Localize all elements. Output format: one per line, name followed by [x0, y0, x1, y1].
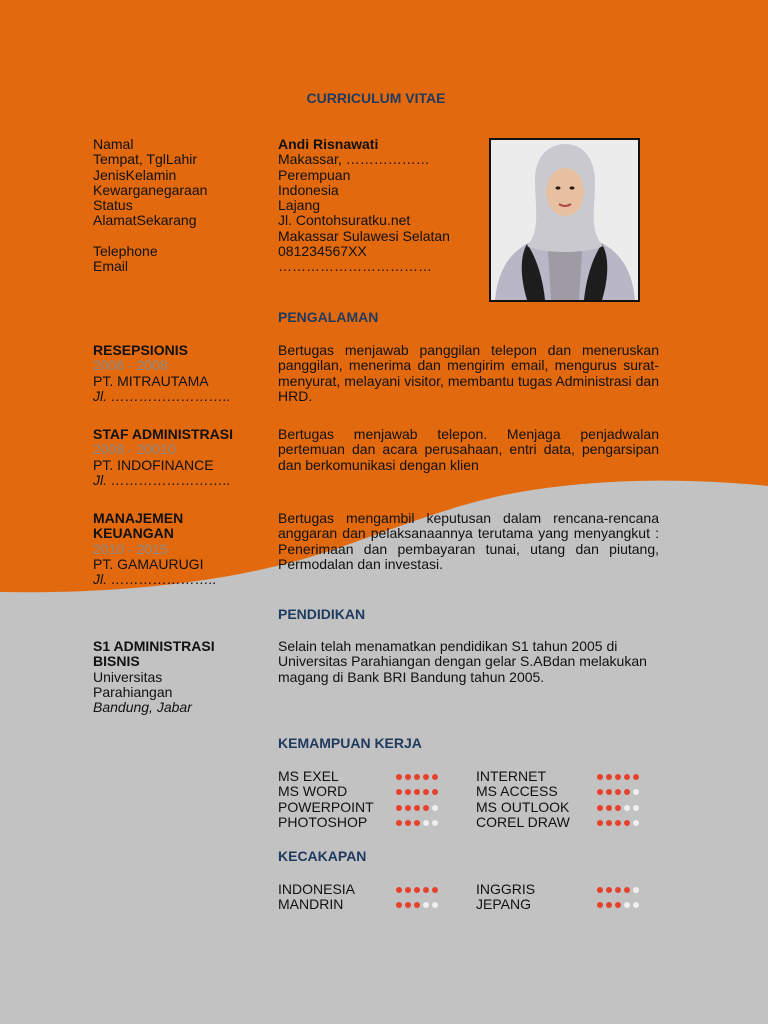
rating-dot: [615, 789, 621, 795]
section-education: PENDIDIKAN: [278, 606, 366, 622]
language-rating: [396, 902, 438, 908]
experience-3-address: Jl. …………………..: [93, 571, 217, 588]
experience-2-title: STAF ADMINISTRASI: [93, 426, 233, 442]
rating-dot: [606, 820, 612, 826]
rating-dot: [414, 774, 420, 780]
section-languages: KECAKAPAN: [278, 848, 367, 864]
rating-dot: [615, 820, 621, 826]
rating-dot: [633, 789, 639, 795]
rating-dot: [624, 887, 630, 893]
nationality-value: Indonesia: [278, 181, 339, 198]
label-gender: JenisKelamin: [93, 166, 177, 183]
experience-3-title-line2: KEUANGAN: [93, 525, 174, 542]
rating-dot: [624, 789, 630, 795]
label-status: Status: [93, 197, 133, 214]
portrait-illustration: [491, 140, 638, 300]
rating-dot: [633, 805, 639, 811]
section-skills: KEMAMPUAN KERJA: [278, 735, 422, 751]
rating-dot: [633, 887, 639, 893]
rating-dot: [405, 789, 411, 795]
education-school-line1: Universitas: [93, 668, 163, 685]
rating-dot: [423, 789, 429, 795]
experience-1: [93, 343, 263, 404]
skill-rating: [597, 789, 639, 795]
rating-dot: [432, 887, 438, 893]
rating-dot: [432, 805, 438, 811]
rating-dot: [396, 902, 402, 908]
skill-rating: [597, 805, 639, 811]
personal-labels: [93, 137, 207, 274]
rating-dot: [615, 805, 621, 811]
rating-dot: [606, 887, 612, 893]
label-email: Email: [93, 258, 129, 275]
rating-dot: [405, 805, 411, 811]
rating-dot: [423, 805, 429, 811]
rating-dot: [396, 774, 402, 780]
skill-rating: [396, 789, 438, 795]
email-value: ……………………………: [278, 258, 432, 275]
education-location: Bandung, Jabar: [93, 699, 192, 716]
education-degree-line1: S1 ADMINISTRASI: [93, 638, 215, 654]
rating-dot: [597, 887, 603, 893]
rating-dot: [624, 902, 630, 908]
address-line2: Makassar Sulawesi Selatan: [278, 227, 450, 244]
rating-dot: [432, 789, 438, 795]
rating-dot: [615, 887, 621, 893]
rating-dot: [405, 887, 411, 893]
experience-1-title: RESEPSIONIS: [93, 342, 188, 358]
skill-rating: [396, 820, 438, 826]
address-line1: Jl. Contohsuratku.net: [278, 212, 411, 229]
rating-dot: [396, 805, 402, 811]
experience-2-years: 2008 - 20010: [93, 441, 176, 458]
rating-dot: [414, 820, 420, 826]
rating-dot: [633, 774, 639, 780]
rating-dot: [423, 887, 429, 893]
experience-1-description: Bertugas menjawab panggilan telepon dan meneruskan panggilan, menerima dan mengirim email, mengurus surat-menyurat, melayani visitor, membantu tugas Administrasi dan HRD.: [278, 342, 659, 404]
rating-dot: [597, 789, 603, 795]
rating-dot: [432, 774, 438, 780]
rating-dot: [405, 820, 411, 826]
education-degree-line2: BISNIS: [93, 653, 140, 670]
rating-dot: [615, 774, 621, 780]
rating-dot: [624, 820, 630, 826]
education-school-line2: Parahiangan: [93, 683, 173, 700]
skill-rating: [396, 774, 438, 780]
experience-2: [93, 427, 263, 488]
rating-dot: [396, 789, 402, 795]
experience-3-description: Bertugas mengambil keputusan dalam rencana-rencana anggaran dan pelaksanaannya terutama yang menyangkut : Penerimaan dan pembayaran tunai, utang dan piutang, Permodalan dan investasi.: [278, 510, 659, 572]
document-title: CURRICULUM VITAE: [306, 90, 446, 106]
section-experience: PENGALAMAN: [278, 309, 379, 325]
language-name: JEPANG: [476, 896, 531, 913]
rating-dot: [414, 902, 420, 908]
rating-dot: [597, 902, 603, 908]
rating-dot: [606, 789, 612, 795]
rating-dot: [606, 805, 612, 811]
label-address: AlamatSekarang: [93, 212, 197, 229]
profile-photo: [489, 138, 640, 302]
education-description: Selain telah menamatkan pendidikan S1 tahun 2005 di Universitas Parahiangan dengan gelar S.ABdan melakukan magang di Bank BRI Bandung tahun 2005.: [278, 638, 647, 685]
experience-1-address: Jl. ……………………..: [93, 387, 231, 404]
rating-dot: [405, 902, 411, 908]
skill-name: MS ACCESS: [476, 783, 558, 800]
status-value: Lajang: [278, 197, 321, 214]
rating-dot: [597, 774, 603, 780]
skill-rating: [597, 820, 639, 826]
experience-2-address: Jl. ……………………..: [93, 471, 231, 488]
birth-value: Makassar, ………………: [278, 151, 430, 168]
language-rating: [597, 902, 639, 908]
rating-dot: [414, 887, 420, 893]
gender-value: Perempuan: [278, 166, 351, 183]
experience-3-title-line1: MANAJEMEN: [93, 510, 184, 526]
rating-dot: [615, 902, 621, 908]
rating-dot: [423, 774, 429, 780]
language-name: MANDRIN: [278, 896, 344, 913]
skill-rating: [597, 774, 639, 780]
personal-values: [278, 137, 450, 275]
rating-dot: [624, 774, 630, 780]
rating-dot: [597, 805, 603, 811]
rating-dot: [624, 805, 630, 811]
label-name: Namal: [93, 136, 134, 152]
skill-rating: [396, 805, 438, 811]
experience-1-company: PT. MITRAUTAMA: [93, 372, 209, 389]
rating-dot: [414, 789, 420, 795]
experience-2-company: PT. INDOFINANCE: [93, 456, 214, 473]
person-name: Andi Risnawati: [278, 136, 379, 152]
skill-name: MS WORD: [278, 783, 348, 800]
rating-dot: [606, 902, 612, 908]
label-nationality: Kewarganegaraan: [93, 181, 208, 198]
skill-name: MS OUTLOOK: [476, 798, 570, 815]
rating-dot: [396, 820, 402, 826]
rating-dot: [414, 805, 420, 811]
language-name: INDONESIA: [278, 881, 356, 897]
rating-dot: [597, 820, 603, 826]
skill-name: INTERNET: [476, 768, 546, 784]
rating-dot: [405, 774, 411, 780]
rating-dot: [606, 774, 612, 780]
language-name: INGGRIS: [476, 881, 536, 897]
experience-3-company: PT. GAMAURUGI: [93, 555, 204, 572]
rating-dot: [432, 820, 438, 826]
label-telephone: Telephone: [93, 242, 158, 259]
label-birth: Tempat, TglLahir: [93, 151, 198, 168]
rating-dot: [633, 902, 639, 908]
language-rating: [396, 887, 438, 893]
experience-3: [93, 511, 263, 587]
phone-value: 081234567XX: [278, 243, 367, 260]
experience-2-description: Bertugas menjawab telepon. Menjaga penjadwalan pertemuan dan acara perusahaan, entri data, pengarsipan dan berkomunikasi dengan klien: [278, 426, 659, 473]
language-rating: [597, 887, 639, 893]
rating-dot: [396, 887, 402, 893]
skill-name: POWERPOINT: [278, 798, 374, 815]
rating-dot: [432, 902, 438, 908]
education-entry: [93, 639, 263, 715]
rating-dot: [633, 820, 639, 826]
rating-dot: [423, 902, 429, 908]
rating-dot: [423, 820, 429, 826]
skill-name: PHOTOSHOP: [278, 813, 368, 830]
skill-name: COREL DRAW: [476, 813, 570, 830]
experience-1-years: 2006 - 2008: [93, 357, 168, 374]
skill-name: MS EXEL: [278, 768, 339, 784]
experience-3-years: 2010 - 2015: [93, 540, 168, 557]
